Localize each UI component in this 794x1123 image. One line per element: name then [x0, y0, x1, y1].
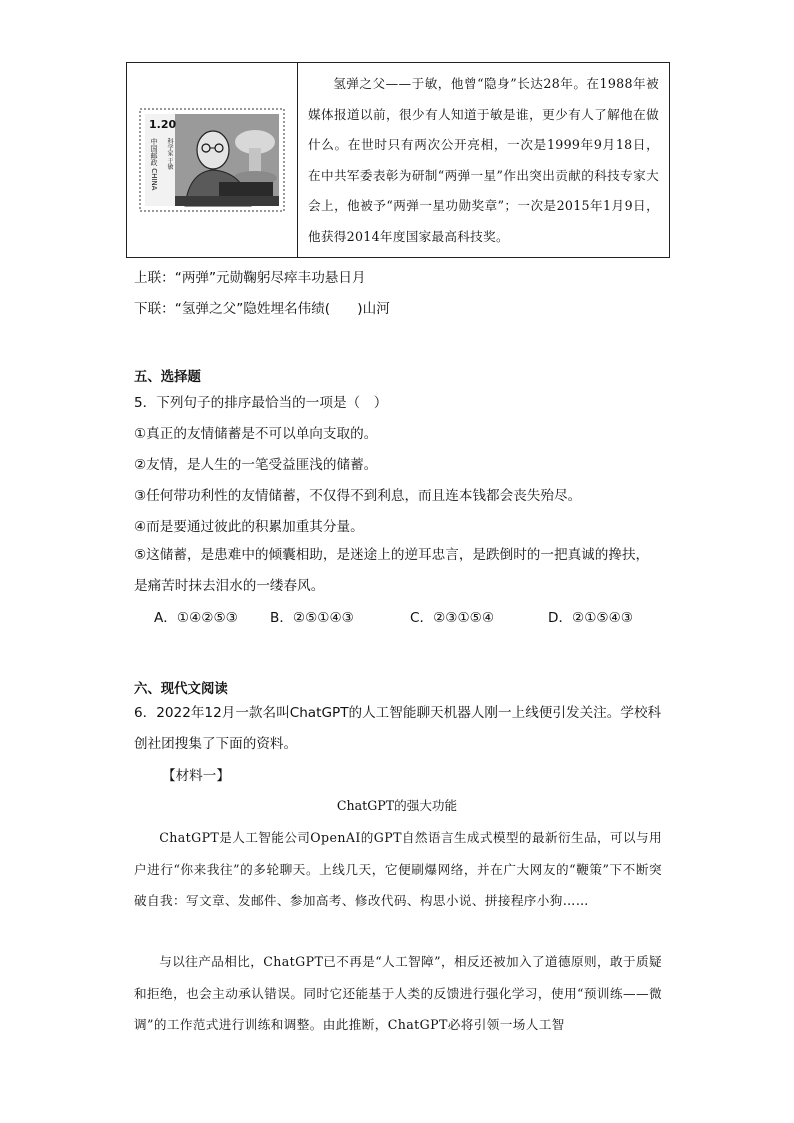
material-paragraph-1: ChatGPT是人工智能公司OpenAI的GPT自然语言生成式模型的最新衍生品，可以与用户进行“你来我往”的多轮聊天。上线几天，它便刷爆网络，并在广大网友的“鞭策”下不断突破自我：写文章、发邮件、参加高考、修改代码、构思小说、拼接程序小狗……: [134, 830, 662, 908]
section6-question: 6．2022年12月一款名叫ChatGPT的人工智能聊天机器人刚一上线便引发关注。学校科创社团搜集了下面的资料。: [134, 705, 662, 752]
stamp-cell: [127, 63, 298, 257]
bio-table: [126, 62, 670, 258]
couplet-upper: 上联：“两弹”元勋鞠躬尽瘁丰功悬日月: [134, 270, 366, 286]
material-title: ChatGPT的强大功能: [336, 798, 458, 813]
section5-title: 五、选择题: [134, 370, 201, 385]
option-a[interactable]: A．①④②⑤③: [154, 610, 238, 626]
sentence-3: ③任何带功利性的友情储蓄，不仅得不到利息，而且连本钱都会丧失殆尽。: [134, 488, 582, 504]
option-c[interactable]: C．②③①⑤④: [410, 610, 495, 626]
stamp-image: [139, 108, 285, 212]
section6-title: 六、现代文阅读: [134, 682, 228, 697]
sentence-4: ④而是要通过彼此的积累加重其分量。: [134, 519, 364, 535]
bio-text: 氢弹之父——于敏，他曾“隐身”长达28年。在1988年被媒体报道以前，很少有人知道于敏是谁，更少有人了解他在做什么。在世时只有两次公开亮相，一次是1999年9月18日，在中共军委表彰为研制“两弹一星”作出突出贡献的科技专家大会上，他被予“两弹一星功勋奖章”；一次是2015年1月9日，他获得2014年度国家最高科技奖。: [308, 76, 659, 244]
sentence-5: ⑤这储蓄，是患难中的倾囊相助，是迷途上的逆耳忠言，是跌倒时的一把真诚的搀扶，是痛苦时抹去泪水的一缕春风。: [134, 547, 650, 594]
sentence-2: ②友情，是人生的一笔受益匪浅的储蓄。: [134, 457, 378, 473]
stamp-country: 中国邮政 CHINA: [150, 138, 158, 191]
sentence-1: ①真正的友情储蓄是不可以单向支取的。: [134, 426, 378, 442]
material-label: 【材料一】: [162, 768, 230, 784]
stamp-price: 1.20: [149, 118, 177, 131]
stamp-caption: 科学家 于敏: [166, 138, 173, 170]
answer-options: [154, 606, 674, 626]
couplet-lower: 下联：“氢弹之父”隐姓埋名伟绩( )山河: [134, 301, 390, 317]
option-d[interactable]: D．②①⑤④③: [548, 610, 633, 626]
option-b[interactable]: B．②⑤①④③: [270, 610, 354, 626]
material-paragraph-2: 与以往产品相比，ChatGPT已不再是“人工智障”，相反还被加入了道德原则，敢于质疑和拒绝，也会主动承认错误。同时它还能基于人类的反馈进行强化学习，使用“预训练——微调”的工作范式进行训练和调整。由此推断，ChatGPT必将引领一场人工智: [134, 954, 662, 1032]
section5-question: 5．下列句子的排序最恰当的一项是（ ）: [134, 395, 388, 411]
